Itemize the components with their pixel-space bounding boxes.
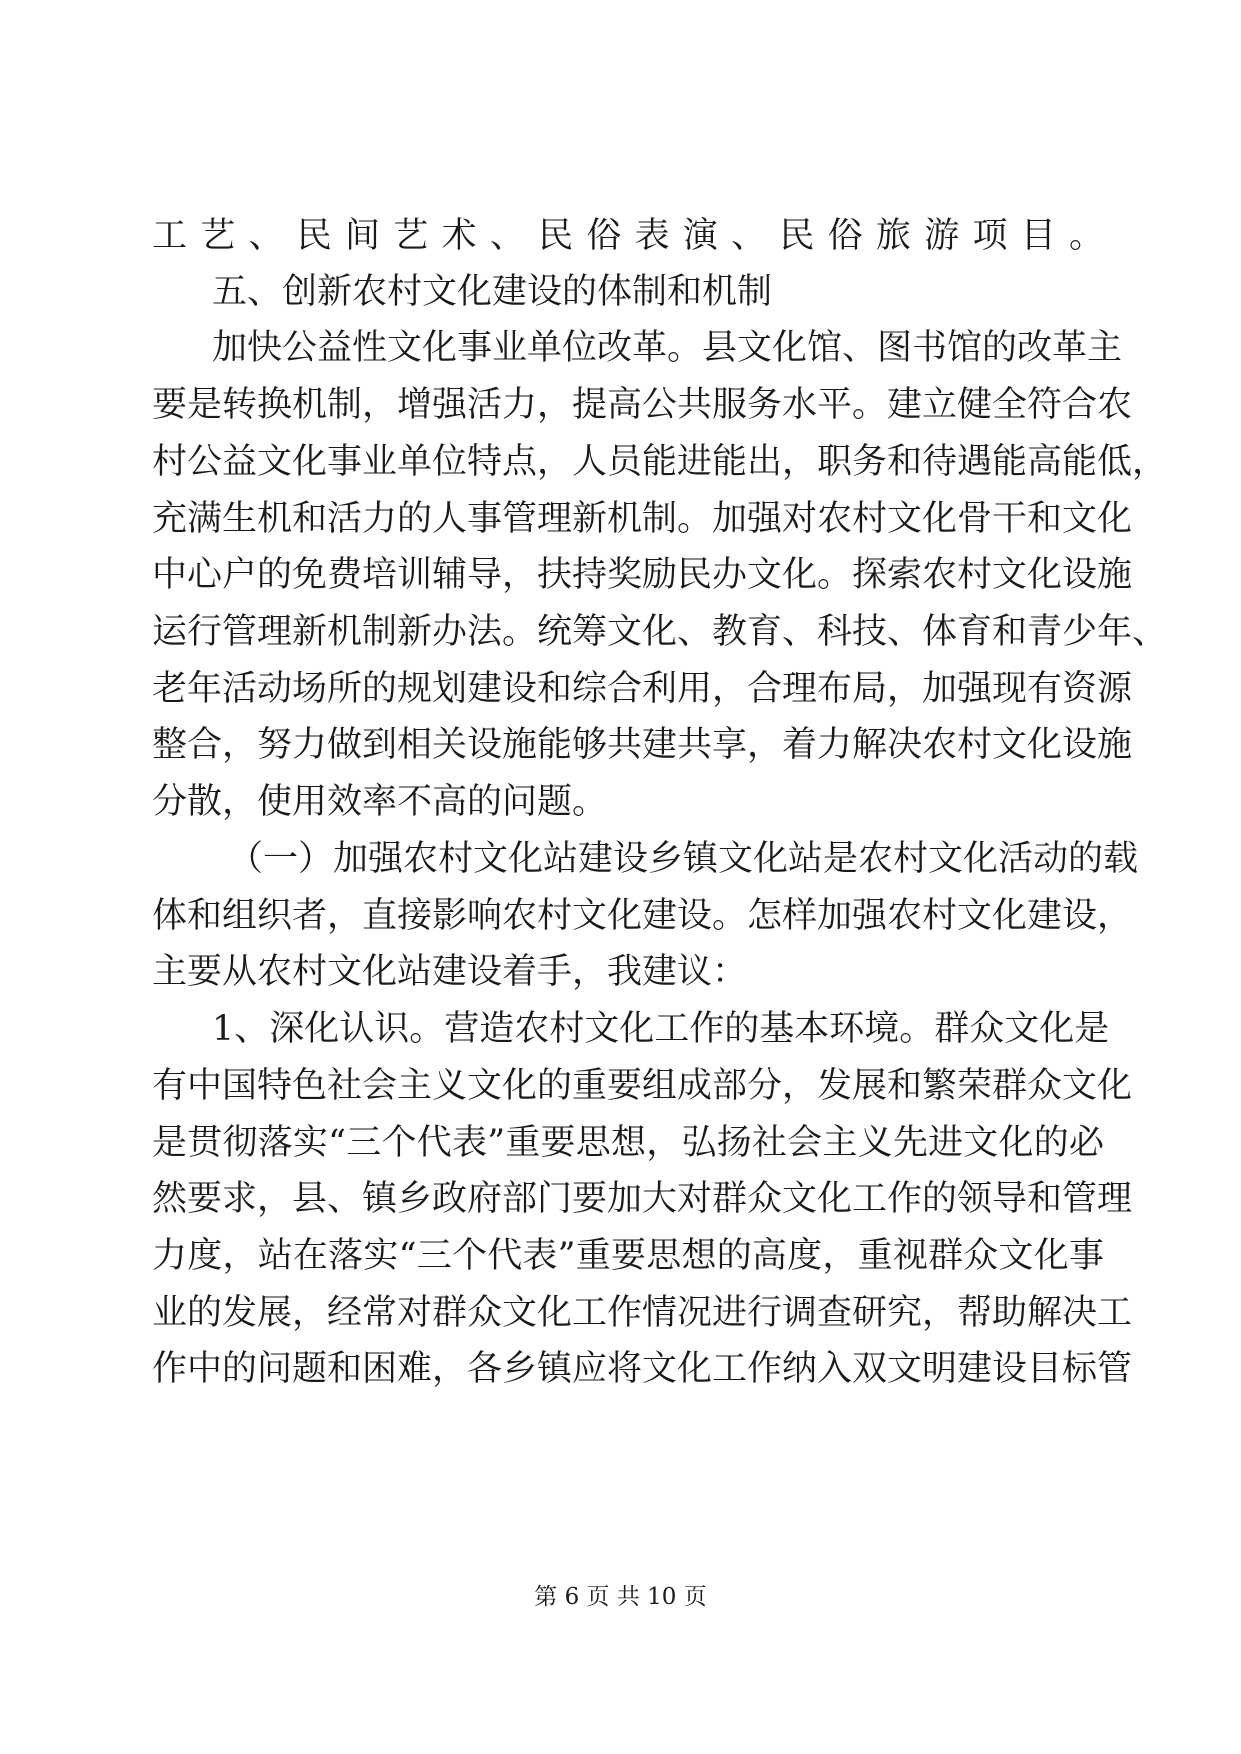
text-line: 充满生机和活力的人事管理新机制。加强对农村文化骨干和文化 — [152, 499, 1133, 539]
text-line: 体和组织者，直接影响农村文化建设。怎样加强农村文化建设， — [152, 896, 1133, 936]
numbered-item: 1、深化认识。营造农村文化工作的基本环境。群众文化是 — [212, 1009, 1110, 1049]
page-footer: 第 6 页 共 10 页 — [534, 1584, 707, 1610]
text-line: 整合，努力做到相关设施能够共建共享，着力解决农村文化设施 — [152, 725, 1133, 765]
text-line: 要是转换机制，增强活力，提高公共服务水平。建立健全符合农 — [152, 385, 1133, 425]
text-line: 分散，使用效率不高的问题。 — [152, 782, 608, 822]
text-line: 加快公益性文化事业单位改革。县文化馆、图书馆的改革主 — [212, 328, 1123, 368]
section-heading: 五、创新农村文化建设的体制和机制 — [212, 272, 773, 312]
text-line: 是贯彻落实“三个代表”重要思想，弘扬社会主义先进文化的必 — [152, 1123, 1104, 1163]
text-line: 然要求，县、镇乡政府部门要加大对群众文化工作的领导和管理 — [152, 1179, 1133, 1219]
text-line: 力度，站在落实“三个代表”重要思想的高度，重视群众文化事 — [152, 1236, 1104, 1276]
text-line: 主要从农村文化站建设着手，我建议： — [152, 952, 748, 992]
text-line: 有中国特色社会主义文化的重要组成部分，发展和繁荣群众文化 — [152, 1066, 1133, 1106]
text-line: 村公益文化事业单位特点，人员能进能出，职务和待遇能高能低， — [152, 442, 1168, 482]
text-line: 中心户的免费培训辅导，扶持奖励民办文化。探索农村文化设施 — [152, 555, 1133, 595]
subsection-heading: （一）加强农村文化站建设乡镇文化站是农村文化活动的载 — [228, 839, 1139, 879]
text-line: 作中的问题和困难，各乡镇应将文化工作纳入双文明建设目标管 — [152, 1349, 1133, 1389]
text-line: 业的发展，经常对群众文化工作情况进行调查研究，帮助解决工 — [152, 1293, 1133, 1333]
text-line: 运行管理新机制新办法。统筹文化、教育、科技、体育和青少年、 — [152, 612, 1168, 652]
text-line: 工艺、民间艺术、民俗表演、民俗旅游项目。 — [152, 216, 1104, 256]
text-line: 老年活动场所的规划建设和综合利用，合理布局，加强现有资源 — [152, 669, 1133, 709]
